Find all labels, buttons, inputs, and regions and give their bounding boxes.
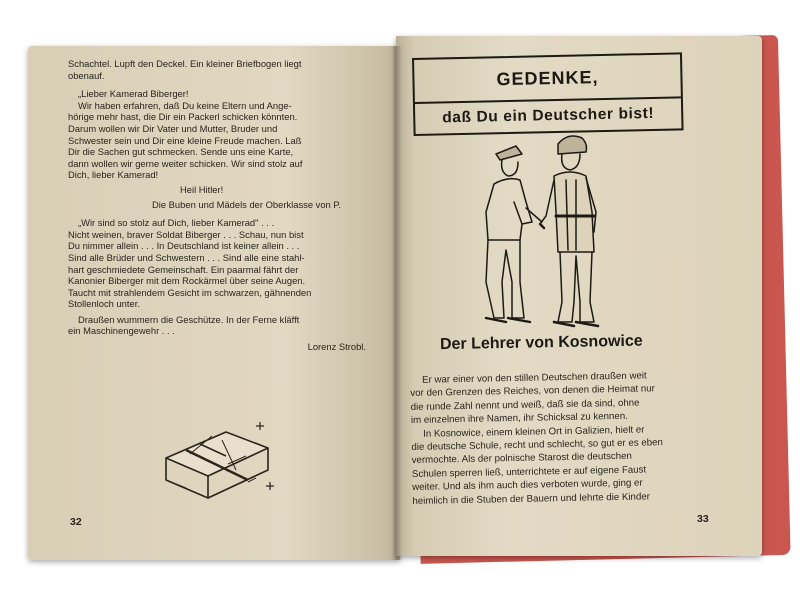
letter-salute: Heil Hitler! — [180, 183, 224, 195]
author-name: Lorenz Strobl. — [307, 341, 366, 353]
text-line: dann wollen wir gerne weiter schicken. Wir sind stolz auf — [68, 157, 303, 169]
text-line: Schachtel. Lupft den Deckel. Ein kleiner Briefbogen liegt — [68, 58, 302, 69]
text-line: Sind alle Brüder und Schwestern . . . Sind alle eine stahl- — [68, 251, 305, 263]
heading-line2: daß Du ein Deutscher bist! — [442, 104, 655, 127]
heading-line1: GEDENKE, — [414, 54, 681, 104]
text-line: Darum wollen wir Dir Vater und Mutter, Bruder und — [68, 122, 278, 134]
text-line: vermochte. Als der polnische Starost die deutschen — [411, 451, 632, 467]
text-line: Stollenloch unter. — [68, 298, 140, 310]
text-line: Taucht mit strahlendem Gesicht im schwarzen, gähnenden — [68, 286, 312, 298]
parcel-box-illustration — [156, 418, 276, 502]
text-line: Draußen wummern die Geschütze. In der Ferne kläfft — [78, 313, 300, 325]
text-line: heimlich in die Stuben der Bauern und lehrte die Kinder — [412, 491, 651, 507]
text-line: hörige mehr hast, die Dir ein Packerl schicken könnten. — [68, 111, 298, 123]
text-line: „Wir sind so stolz auf Dich, lieber Kamerad" . . . — [78, 217, 275, 229]
text-line: hart geschmiedete Gemeinschaft. Ein paarmal fährt der — [68, 263, 299, 275]
text-line: In Kosnowice, einem kleinen Ort in Galizien, hielt er — [423, 424, 645, 440]
text-line: im einzelnen ihre Namen, ihr Schicksal zu kennen. — [410, 411, 628, 427]
article-title: Der Lehrer von Kosnowice — [439, 332, 643, 354]
text-line: obenauf. — [68, 69, 105, 81]
text-line: Schwester sein und Dir eine kleine Freude machen. Laß — [68, 134, 302, 146]
text-line: Nicht weinen, braver Soldat Biberger . . . Schau, nun bist — [68, 228, 304, 240]
text-line: Schulen sperren ließ, unterrichtete er auf eigene Faust — [411, 464, 647, 480]
text-line: Dich, lieber Kamerad! — [68, 169, 159, 181]
soldiers-handshake-illustration — [468, 132, 628, 332]
letter-greeting: „Lieber Kamerad Biberger! — [78, 88, 189, 100]
page-number-left: 32 — [70, 516, 82, 528]
text-line: weiter. Und als ihm auch dies verboten wurde, ging er — [412, 477, 643, 494]
text-line: Dir die Sachen gut schmecken. Sende uns eine Karte, — [68, 146, 294, 158]
letter-signature: Die Buben und Mädels der Oberklasse von P. — [152, 198, 341, 210]
text-line: Du nimmer allein . . . In Deutschland ist keiner allein . . . — [68, 240, 300, 252]
text-line: vor den Grenzen des Reiches, von denen die Heimat nur — [410, 383, 655, 400]
left-page-text — [68, 58, 366, 353]
right-page-text — [410, 368, 709, 508]
heading-box — [412, 52, 684, 136]
text-line: die runde Zahl nennt und weiß, daß sie da sind, ohne — [410, 397, 640, 413]
text-line: Wir haben erfahren, daß Du keine Eltern und Ange- — [78, 99, 292, 111]
book-gutter — [392, 46, 402, 560]
text-line: Kanonier Biberger mit dem Rockärmel über seine Augen. — [68, 275, 306, 287]
text-line: ein Maschinengewehr . . . — [68, 325, 175, 337]
text-line: die deutsche Schule, recht und schlecht, so gut er es eben — [411, 437, 663, 454]
text-line: Er war einer von den stillen Deutschen draußen weit — [422, 370, 647, 386]
page-number-right: 33 — [697, 513, 709, 525]
